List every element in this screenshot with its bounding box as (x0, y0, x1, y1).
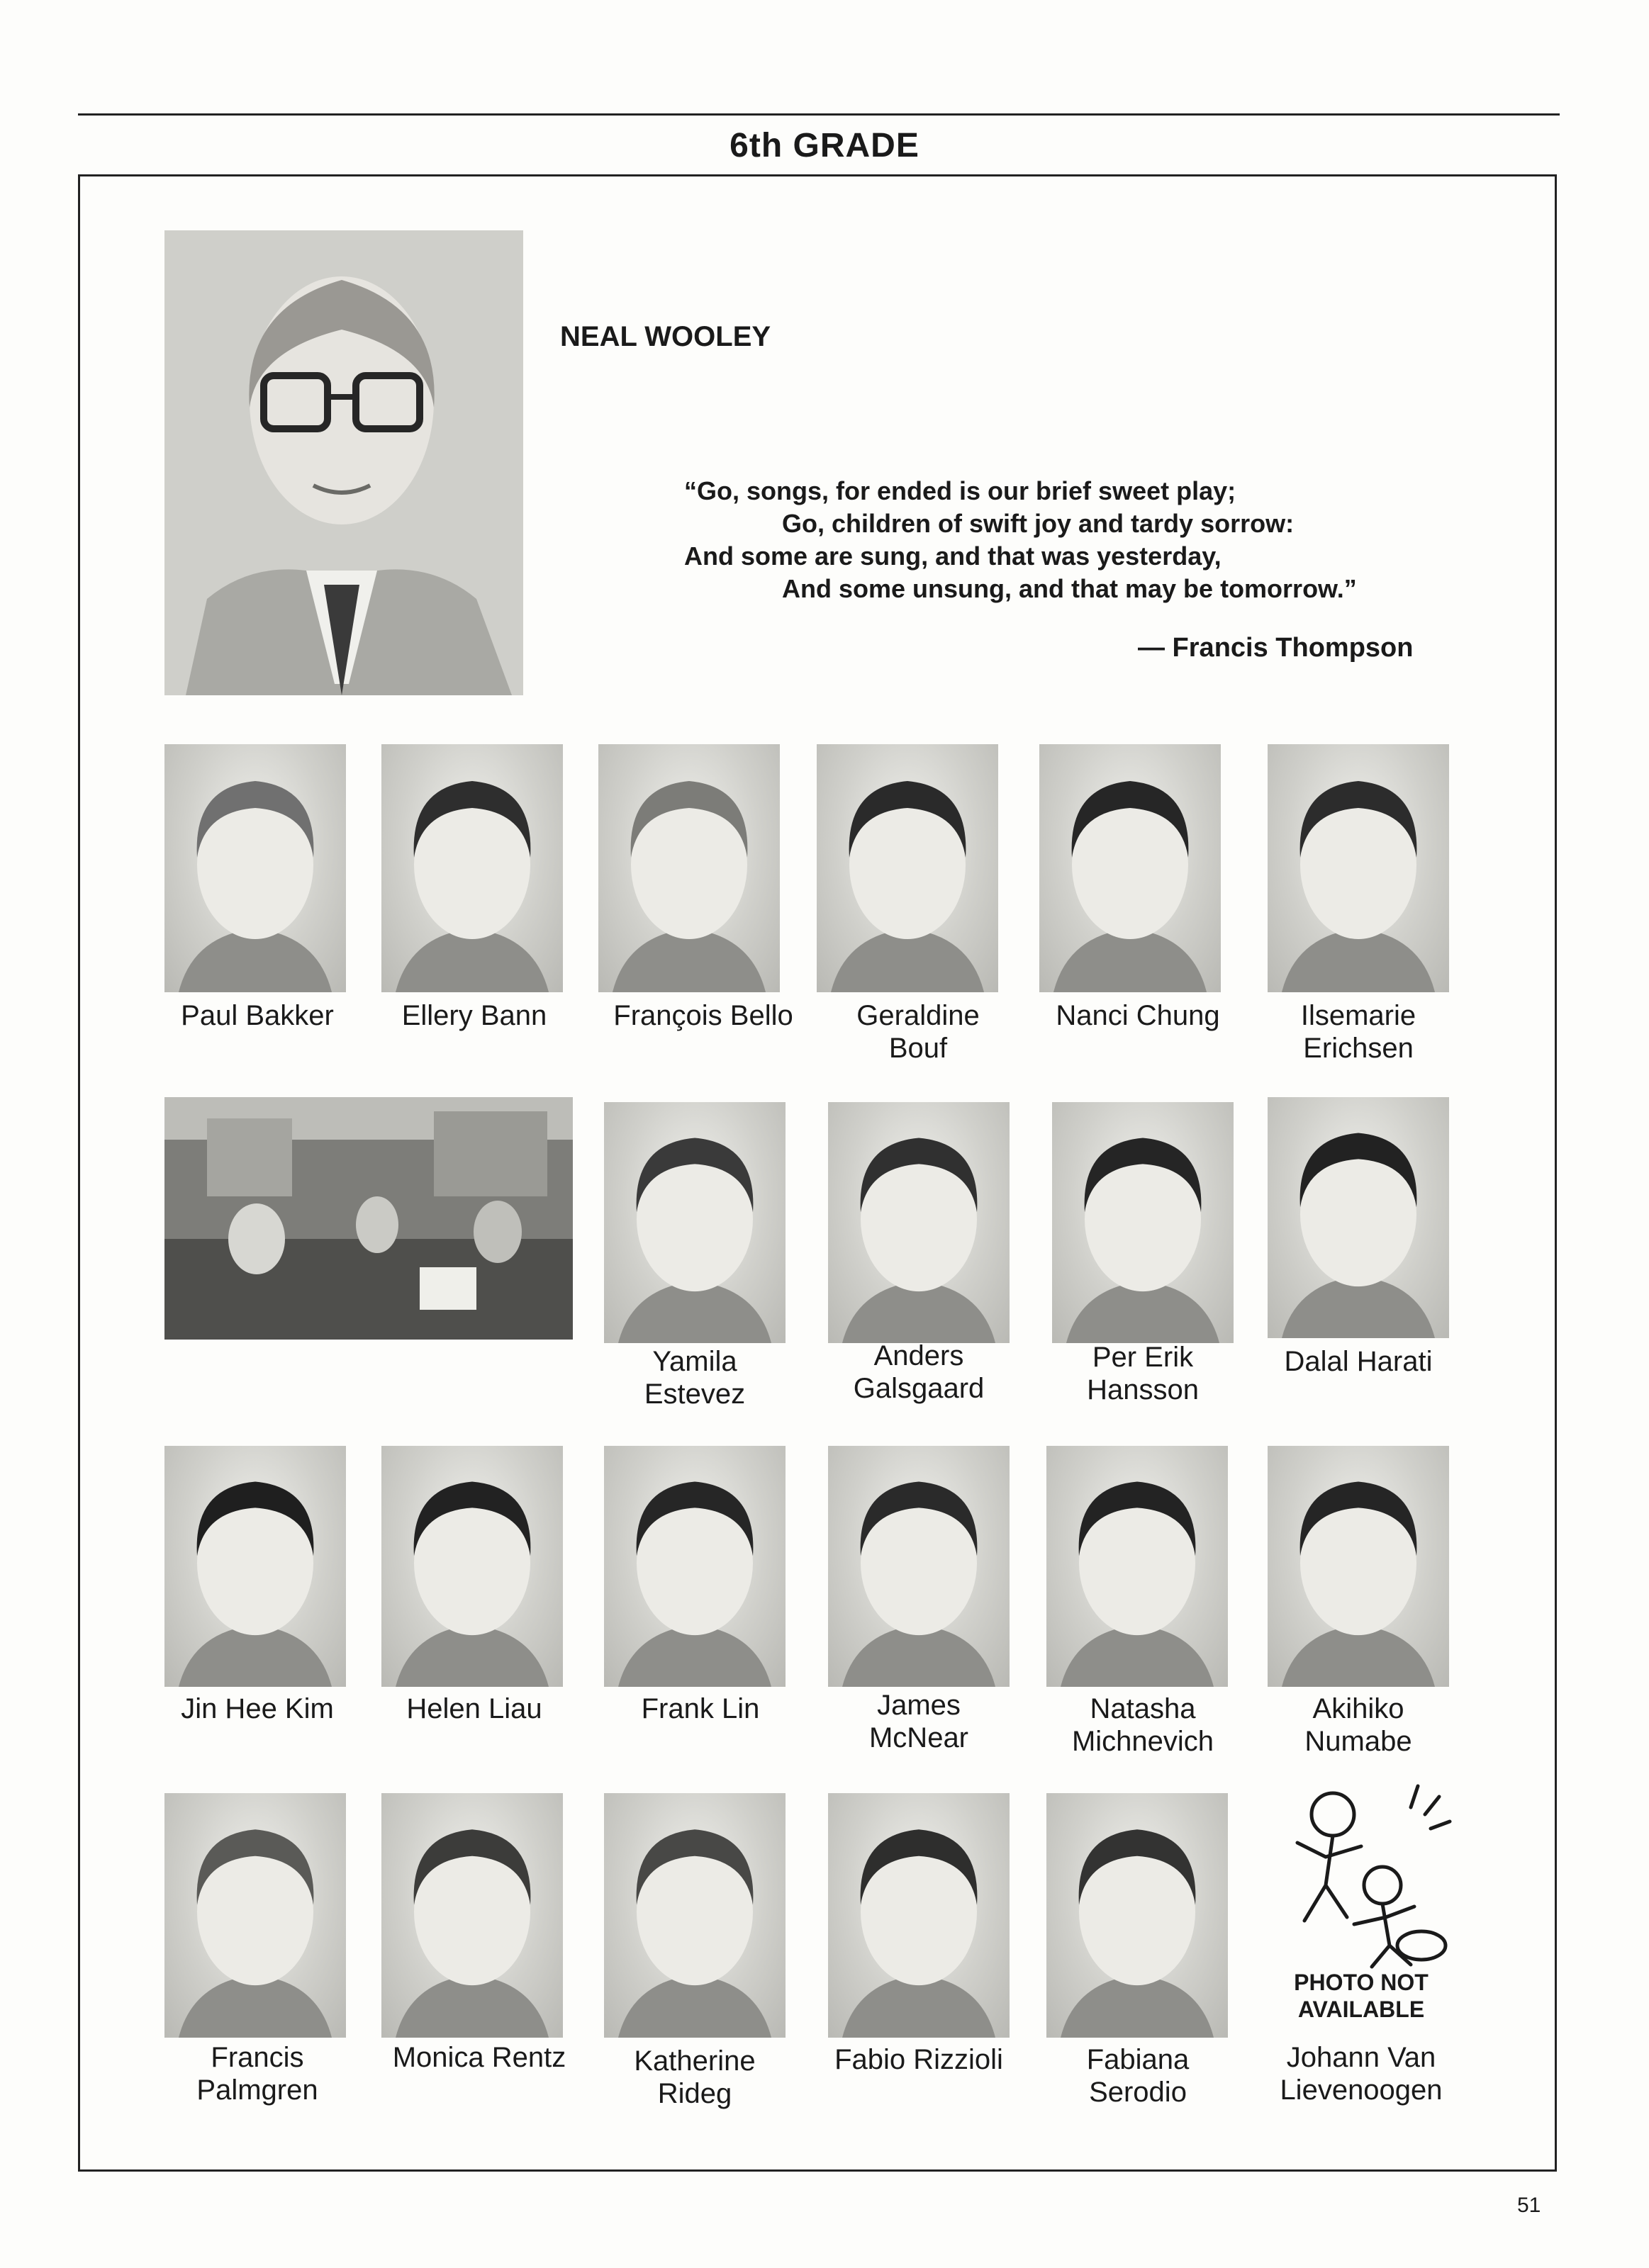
student-name (361, 999, 588, 1032)
student-name-line: Serodio (1089, 2077, 1187, 2108)
student-name (1245, 1692, 1472, 1758)
student-name-line: Monica Rentz (392, 2042, 566, 2073)
quote-author: — Francis Thompson (1138, 633, 1414, 663)
student-name (1024, 2043, 1251, 2109)
student-name-line: McNear (868, 1722, 969, 1753)
student-name-line: Per Erik (1092, 1342, 1194, 1373)
page-number: 51 (1517, 2194, 1541, 2217)
student-portrait (828, 1102, 1010, 1343)
student-name-line: Rideg (657, 2078, 732, 2109)
student-name-line: Francis (211, 2042, 304, 2073)
student-name-line: Ilsemarie (1300, 1000, 1416, 1031)
student-name (1024, 999, 1251, 1032)
student-name-line: Hansson (1087, 1374, 1199, 1405)
student-portrait (598, 744, 780, 992)
student-name (144, 1692, 371, 1725)
quote-line: And some unsung, and that may be tomorrow.” (782, 574, 1357, 603)
student-name (590, 999, 817, 1032)
classroom-photo (164, 1097, 573, 1340)
student-name-line: Akihiko (1312, 1693, 1404, 1724)
photo-not-available-line: PHOTO NOT (1294, 1970, 1429, 1995)
cartoon-illustration (1269, 1779, 1453, 1970)
student-portrait (1046, 1446, 1228, 1687)
quote-line: And some are sung, and that was yesterday, (684, 541, 1222, 571)
student-name (805, 999, 1032, 1065)
student-name-line: Palmgren (196, 2075, 318, 2106)
student-name-line: James (877, 1690, 961, 1721)
student-name-line: Frank Lin (641, 1693, 760, 1724)
student-portrait (828, 1793, 1010, 2038)
student-portrait (604, 1446, 786, 1687)
student-name-line: Fabiana (1086, 2044, 1190, 2075)
student-name-line: Michnevich (1071, 1726, 1214, 1757)
student-name-line: Erichsen (1303, 1033, 1414, 1064)
student-portrait (1268, 744, 1449, 992)
student-portrait (604, 1102, 786, 1343)
teacher-name: NEAL WOOLEY (560, 321, 771, 352)
student-portrait (164, 744, 346, 992)
student-name (581, 2045, 808, 2110)
student-name (805, 1340, 1032, 1405)
student-portrait (1039, 744, 1221, 992)
student-name (1248, 2041, 1475, 2106)
student-name (587, 1692, 814, 1725)
student-name-line: Katherine (634, 2045, 756, 2077)
student-portrait (1268, 1097, 1449, 1338)
student-name-line: Numabe (1304, 1726, 1412, 1757)
student-name-line: Yamila (652, 1346, 737, 1377)
student-name (581, 1345, 808, 1410)
student-portrait (164, 1793, 346, 2038)
student-name (144, 2041, 371, 2106)
student-portrait (828, 1446, 1010, 1687)
student-name (805, 1689, 1032, 1754)
grade-title: 6th GRADE (730, 127, 919, 164)
photo-not-available-label (1262, 1969, 1460, 2023)
student-name (144, 999, 371, 1032)
student-name-line: Johann Van (1286, 2042, 1436, 2073)
student-name (1029, 1692, 1256, 1758)
student-name (361, 1692, 588, 1725)
teacher-photo (164, 230, 523, 695)
student-name-line: François Bello (613, 1000, 793, 1031)
photo-not-available-line: AVAILABLE (1297, 1997, 1425, 2022)
student-name-line: Bouf (888, 1033, 948, 1064)
student-name-line: Nanci Chung (1056, 1000, 1220, 1031)
student-portrait (164, 1446, 346, 1687)
student-name (805, 2043, 1032, 2076)
student-portrait (381, 744, 563, 992)
student-name-line: Fabio Rizzioli (834, 2044, 1003, 2075)
student-name (1245, 999, 1472, 1065)
student-name-line: Dalal Harati (1284, 1346, 1433, 1377)
quote-line: “Go, songs, for ended is our brief sweet play; (684, 476, 1236, 505)
student-portrait (1268, 1446, 1449, 1687)
student-name (1029, 1341, 1256, 1406)
student-name-line: Ellery Bann (401, 1000, 547, 1031)
student-name-line: Jin Hee Kim (181, 1693, 334, 1724)
quote-line: Go, children of swift joy and tardy sorrow: (782, 509, 1295, 538)
student-portrait (604, 1793, 786, 2038)
student-name-line: Geraldine (856, 1000, 980, 1031)
student-name-line: Anders (873, 1340, 964, 1371)
student-name-line: Galsgaard (853, 1373, 985, 1404)
student-portrait (381, 1793, 563, 2038)
student-portrait (817, 744, 998, 992)
student-portrait (381, 1446, 563, 1687)
student-name-line: Lievenoogen (1280, 2075, 1443, 2106)
student-name-line: Estevez (644, 1379, 746, 1410)
student-name (1245, 1345, 1472, 1378)
student-name-line: Helen Liau (406, 1693, 542, 1724)
student-name-line: Natasha (1090, 1693, 1196, 1724)
top-rule (78, 113, 1560, 116)
student-portrait (1052, 1102, 1234, 1343)
student-name (366, 2041, 593, 2074)
student-portrait (1046, 1793, 1228, 2038)
student-name-line: Paul Bakker (181, 1000, 334, 1031)
